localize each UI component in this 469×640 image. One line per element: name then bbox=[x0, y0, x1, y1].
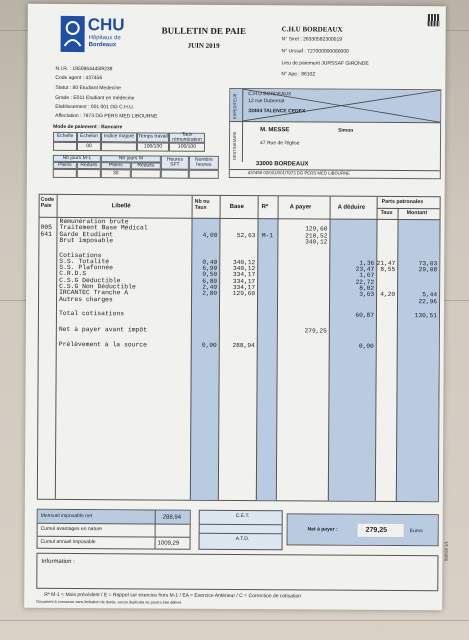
mini-sub-reduits-m1: Réduits bbox=[77, 162, 101, 169]
th-libelle: Libellé bbox=[111, 203, 131, 210]
mini-v-echelle bbox=[53, 142, 77, 151]
mini-h-sft: Heures SFT bbox=[161, 156, 189, 170]
code-agent: Code agent : 437456 bbox=[55, 74, 103, 82]
mini-val-4 bbox=[131, 169, 161, 178]
mode-paiement: Mode de paiement : Bancaire bbox=[53, 123, 123, 131]
cell-lib: Total cotisations bbox=[58, 310, 125, 318]
cell-base: 334,17 bbox=[232, 271, 256, 279]
ape: N° Ape : 8610Z bbox=[281, 71, 316, 78]
cell-pay: 210,52 bbox=[305, 232, 328, 240]
chu-logo-icon bbox=[61, 16, 85, 52]
exp-line3: 33404 TALENCE CEDEX bbox=[248, 108, 306, 115]
dest-line2: 47 Rue de l'église bbox=[259, 140, 300, 147]
cell-lib: Net à payer avant impôt bbox=[58, 325, 148, 334]
mini-h-taux: Taux rémunération bbox=[169, 133, 205, 143]
period: JUIN 2019 bbox=[187, 41, 220, 50]
logo-sub2: Bordeaux bbox=[88, 42, 117, 49]
mensuel-label: Mensuel imposable net bbox=[40, 512, 93, 520]
net-label: Net à payer : bbox=[307, 526, 338, 533]
chu-logo bbox=[61, 16, 131, 58]
cell-pay: 129,60 bbox=[305, 225, 328, 233]
cell-base: 52,63 bbox=[236, 231, 256, 239]
cell-lib: Garde Etudiant bbox=[59, 230, 114, 238]
cell-ded: 22,72 bbox=[355, 278, 375, 286]
mini-h-nbheures: Nombre heures bbox=[189, 156, 219, 170]
cet-label: C.E.T. bbox=[235, 513, 250, 520]
logo-sub1: Hôpitaux de bbox=[88, 35, 121, 42]
net-unit: Euros bbox=[409, 528, 423, 535]
mini-val-1 bbox=[53, 169, 77, 178]
cell-lib: Cotisations bbox=[59, 251, 102, 259]
cell-nb: 0,00 bbox=[201, 342, 217, 350]
mini-sub-pleins-m: Pleins bbox=[101, 162, 131, 169]
cell-nb: 2,80 bbox=[202, 290, 218, 298]
dest-first: Simon bbox=[338, 127, 354, 134]
address-block bbox=[229, 88, 442, 179]
cell-lib: C.S.G Non Déductible bbox=[59, 282, 136, 291]
cell-lib bbox=[59, 336, 189, 337]
cell-nb: 2,40 bbox=[202, 283, 218, 291]
cell-mont: 130,51 bbox=[414, 312, 437, 320]
summary-left bbox=[37, 509, 191, 550]
urssaf: N° Urssaf : 727000000060000 bbox=[281, 48, 349, 55]
cell-mont: 29,08 bbox=[418, 266, 438, 274]
cell-base: 334,17 bbox=[232, 283, 256, 292]
affectation: Affectation : 7973 DG PERS MED LIBOURNE bbox=[55, 112, 158, 120]
mini-val-3: 30 bbox=[101, 169, 131, 178]
pay-table bbox=[37, 194, 441, 502]
cet-box bbox=[199, 510, 283, 551]
mini-v-indice bbox=[101, 142, 137, 151]
cell-taux: 8,55 bbox=[380, 265, 396, 274]
legend: R* M-1 = Mois précédent / E = Rappel sur exercice hors M-1 / EA = Exercice Antérieur / C = Correction de cotisation bbox=[44, 591, 302, 600]
th-montant: Montant bbox=[406, 210, 428, 217]
lieu-paiement: Lieu de paiement JURSSAF GIRONDE bbox=[281, 60, 369, 67]
th-taux: Taux bbox=[380, 209, 393, 216]
cumul-ann-label: Cumul annuel imposable bbox=[40, 538, 96, 546]
cell-lib: Autres charges bbox=[59, 295, 113, 303]
cell-code: 641 bbox=[40, 230, 52, 238]
cell-ded: 23,47 bbox=[355, 265, 375, 273]
mini-h-echelle: Echelle bbox=[53, 132, 77, 142]
cell-mont: 5,44 bbox=[422, 291, 438, 299]
mini-val-6 bbox=[189, 170, 219, 179]
mini-h-indice: Indice majoré bbox=[101, 132, 137, 142]
atd-label: A.T.D. bbox=[235, 536, 250, 543]
cell-lib bbox=[59, 246, 189, 247]
mini-v-taux: 100/100 bbox=[169, 143, 205, 152]
cell-nb: 0,50 bbox=[202, 271, 218, 279]
destinataire-label: DESTINATAIRE bbox=[231, 131, 238, 161]
cell-nb: 0,40 bbox=[202, 258, 218, 266]
mini-val-5 bbox=[161, 170, 189, 179]
cell-lib: Traitement Base Médical bbox=[59, 224, 148, 232]
cell-lib: C.S.G Déductible bbox=[59, 276, 121, 284]
cell-lib: Prélèvement à la source bbox=[58, 341, 148, 349]
information-box bbox=[36, 553, 438, 591]
cell-taux: 21,47 bbox=[376, 259, 396, 267]
mini-h-temps: Temps travail bbox=[137, 132, 169, 142]
mini-v-echelon: 00 bbox=[77, 142, 101, 151]
cell-lib: Brut imposable bbox=[59, 236, 114, 245]
cell-base: 340,12 bbox=[232, 258, 256, 266]
cell-base: 288,94 bbox=[232, 342, 255, 350]
mini-h-jours-m: Nb jours M bbox=[101, 155, 161, 162]
cell-taux: 4,20 bbox=[380, 291, 396, 299]
cell-lib bbox=[59, 320, 189, 321]
side-code: 019629 1/1 bbox=[443, 541, 449, 562]
siret: N° Siret : 26330582300019 bbox=[281, 36, 343, 43]
net-box bbox=[287, 513, 439, 546]
cell-lib: IRCANTEC Tranche A bbox=[59, 289, 129, 297]
cell-ded: 0,00 bbox=[358, 343, 374, 351]
mini-v-temps: 100/100 bbox=[137, 142, 169, 151]
mini-sub-pleins-m1: Pleins bbox=[53, 162, 77, 169]
th-base: Base bbox=[229, 203, 244, 211]
net-value: 279,25 bbox=[365, 526, 388, 534]
th-code: Code Paie bbox=[40, 196, 54, 209]
exp-line1: C.H.U BORDEAUX bbox=[248, 91, 292, 98]
cell-ded: 60,87 bbox=[355, 311, 374, 320]
career-table bbox=[53, 132, 221, 185]
exp-line2: 12 rue Dubernat bbox=[248, 98, 285, 105]
logo-text: CHU bbox=[87, 15, 125, 35]
statut: Statut : 80 Etudiant Medecine bbox=[55, 84, 121, 92]
employer-name: C.H.U BORDEAUX bbox=[281, 25, 343, 34]
cell-ded: 8,02 bbox=[359, 284, 375, 292]
cumul-av-label: Cumul avantages en nature bbox=[40, 525, 103, 533]
cell-base: 340,12 bbox=[232, 265, 256, 273]
cell-lib: C.R.D.S bbox=[59, 270, 87, 278]
th-deduire: A déduire bbox=[337, 204, 366, 211]
footer-note: Document à conserver sans limitation de durée, aucun duplicata ne pourra être délivré bbox=[36, 599, 182, 605]
mini-sub-reduits-m: Réduits bbox=[131, 162, 161, 169]
datamatrix-code bbox=[428, 14, 440, 26]
cell-mont: 73,03 bbox=[418, 259, 438, 268]
etablissement: Etablissement : 001 001 DG C.H.U. bbox=[55, 103, 135, 111]
cell-ded: 3,63 bbox=[359, 291, 375, 299]
cell-lib: S.S. Plafonnée bbox=[59, 264, 113, 272]
cell-pay: 279,25 bbox=[304, 327, 327, 335]
cell-nb: 4,00 bbox=[202, 231, 218, 239]
cell-code: 005 bbox=[40, 224, 53, 232]
mini-val-2 bbox=[77, 169, 101, 178]
cell-pay: 340,12 bbox=[305, 238, 328, 246]
address-footer-code: 437456 02/001/001/7973 DG PERS MED LIBOURNE bbox=[247, 170, 351, 176]
information-label: Information : bbox=[41, 558, 75, 566]
cell-mont: 22,96 bbox=[418, 297, 438, 305]
cell-lib: Rémunération brute bbox=[59, 217, 129, 226]
grade: Grade : E011 Etudiant en médecine bbox=[55, 94, 135, 102]
cell-lib bbox=[59, 305, 189, 306]
pay-rows bbox=[38, 218, 440, 500]
mensuel-value: 288,94 bbox=[162, 514, 182, 521]
cell-ded: 1,67 bbox=[359, 272, 375, 280]
cell-nb: 6,90 bbox=[202, 264, 218, 272]
destinataire-label-box bbox=[230, 122, 243, 162]
cell-base: 129,60 bbox=[232, 290, 256, 298]
th-nb: Nb ou Taux bbox=[194, 198, 210, 211]
mini-h-echelon: Echelon bbox=[77, 132, 101, 142]
th-payer: A payer bbox=[289, 204, 312, 211]
expediteur-label-box bbox=[230, 89, 243, 121]
payslip-sheet bbox=[24, 4, 449, 611]
dest-name: M. MESSE bbox=[260, 127, 290, 134]
cell-ded: 1,36 bbox=[359, 259, 375, 267]
cell-r: M-1 bbox=[261, 231, 274, 239]
cell-lib: S.S. Totalité bbox=[59, 257, 110, 266]
cumul-ann-value: 1009,29 bbox=[157, 540, 180, 547]
nir: N.I.R. : 1950864445l9238 bbox=[55, 65, 113, 73]
dest-line3: 33000 BORDEAUX bbox=[255, 161, 309, 168]
doc-title: BULLETIN DE PAIE bbox=[161, 25, 247, 37]
th-patron: Parts patronales bbox=[381, 198, 424, 206]
cell-base: 334,17 bbox=[232, 277, 256, 285]
mini-h-jours-m1: Nb jours M-1 bbox=[53, 155, 101, 162]
cell-nb: 6,80 bbox=[202, 277, 218, 285]
th-r: R* bbox=[261, 204, 269, 211]
expediteur-label: EXPEDITEUR bbox=[232, 93, 238, 120]
